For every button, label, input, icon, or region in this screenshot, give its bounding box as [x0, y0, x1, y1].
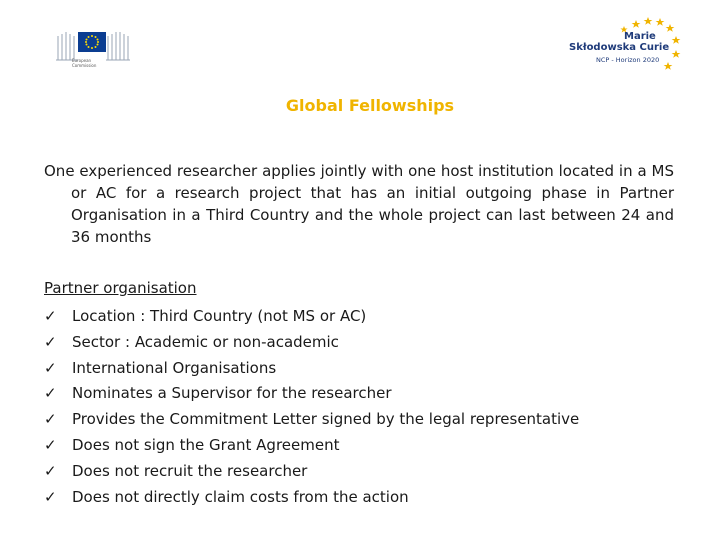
list-item [44, 330, 579, 356]
list-item [44, 433, 579, 459]
list-item-text: Location : Third Country (not MS or AC) [72, 307, 367, 325]
list-item-text: Nominates a Supervisor for the researcher [72, 384, 392, 403]
checkmark-icon: ✓ [44, 384, 57, 403]
msca-logo-line3: NCP - Horizon 2020 [596, 56, 660, 64]
list-item-text: Provides the Commitment Letter signed by the legal representative [72, 410, 580, 429]
checkmark-icon: ✓ [44, 435, 57, 454]
checkmark-icon: ✓ [44, 461, 57, 480]
list-item [44, 407, 579, 433]
msca-logo-line1: Marie [624, 31, 656, 42]
list-item [44, 381, 579, 407]
list-item [44, 356, 579, 382]
list-item [44, 459, 579, 485]
european-commission-logo [56, 18, 132, 70]
ec-building-left-icon [56, 28, 78, 62]
list-item-text: International Organisations [72, 358, 277, 377]
list-item-text: Does not recruit the researcher [72, 461, 308, 480]
list-item-text: Does not sign the Grant Agreement [72, 435, 340, 454]
intro-paragraph: One experienced researcher applies jointly with one host institution located in a MS or AC for a research project that has an initial outgoing phase in Partner Organisation in a Third Country and the whole project can last between 24 and 36 months [44, 162, 674, 246]
list-item-text: Does not directly claim costs from the action [72, 487, 409, 506]
msca-logo-line2: Skłodowska Curie [569, 42, 670, 53]
list-item [44, 485, 579, 511]
msca-logo [566, 14, 686, 76]
checkmark-icon: ✓ [44, 307, 57, 325]
ec-building-right-icon [106, 28, 130, 62]
page-title: Global Fellowships [285, 96, 455, 115]
checkmark-icon: ✓ [44, 358, 57, 377]
checkmark-icon: ✓ [44, 332, 57, 351]
list-item-text: Sector : Academic or non-academic [72, 332, 339, 351]
ec-logo-caption: European Commission [72, 58, 97, 68]
eu-flag-icon [78, 32, 106, 52]
partner-organisation-heading: Partner organisation [44, 279, 197, 297]
list-item [44, 304, 579, 330]
partner-criteria-list [44, 304, 579, 510]
checkmark-icon: ✓ [44, 410, 57, 429]
checkmark-icon: ✓ [44, 487, 57, 506]
